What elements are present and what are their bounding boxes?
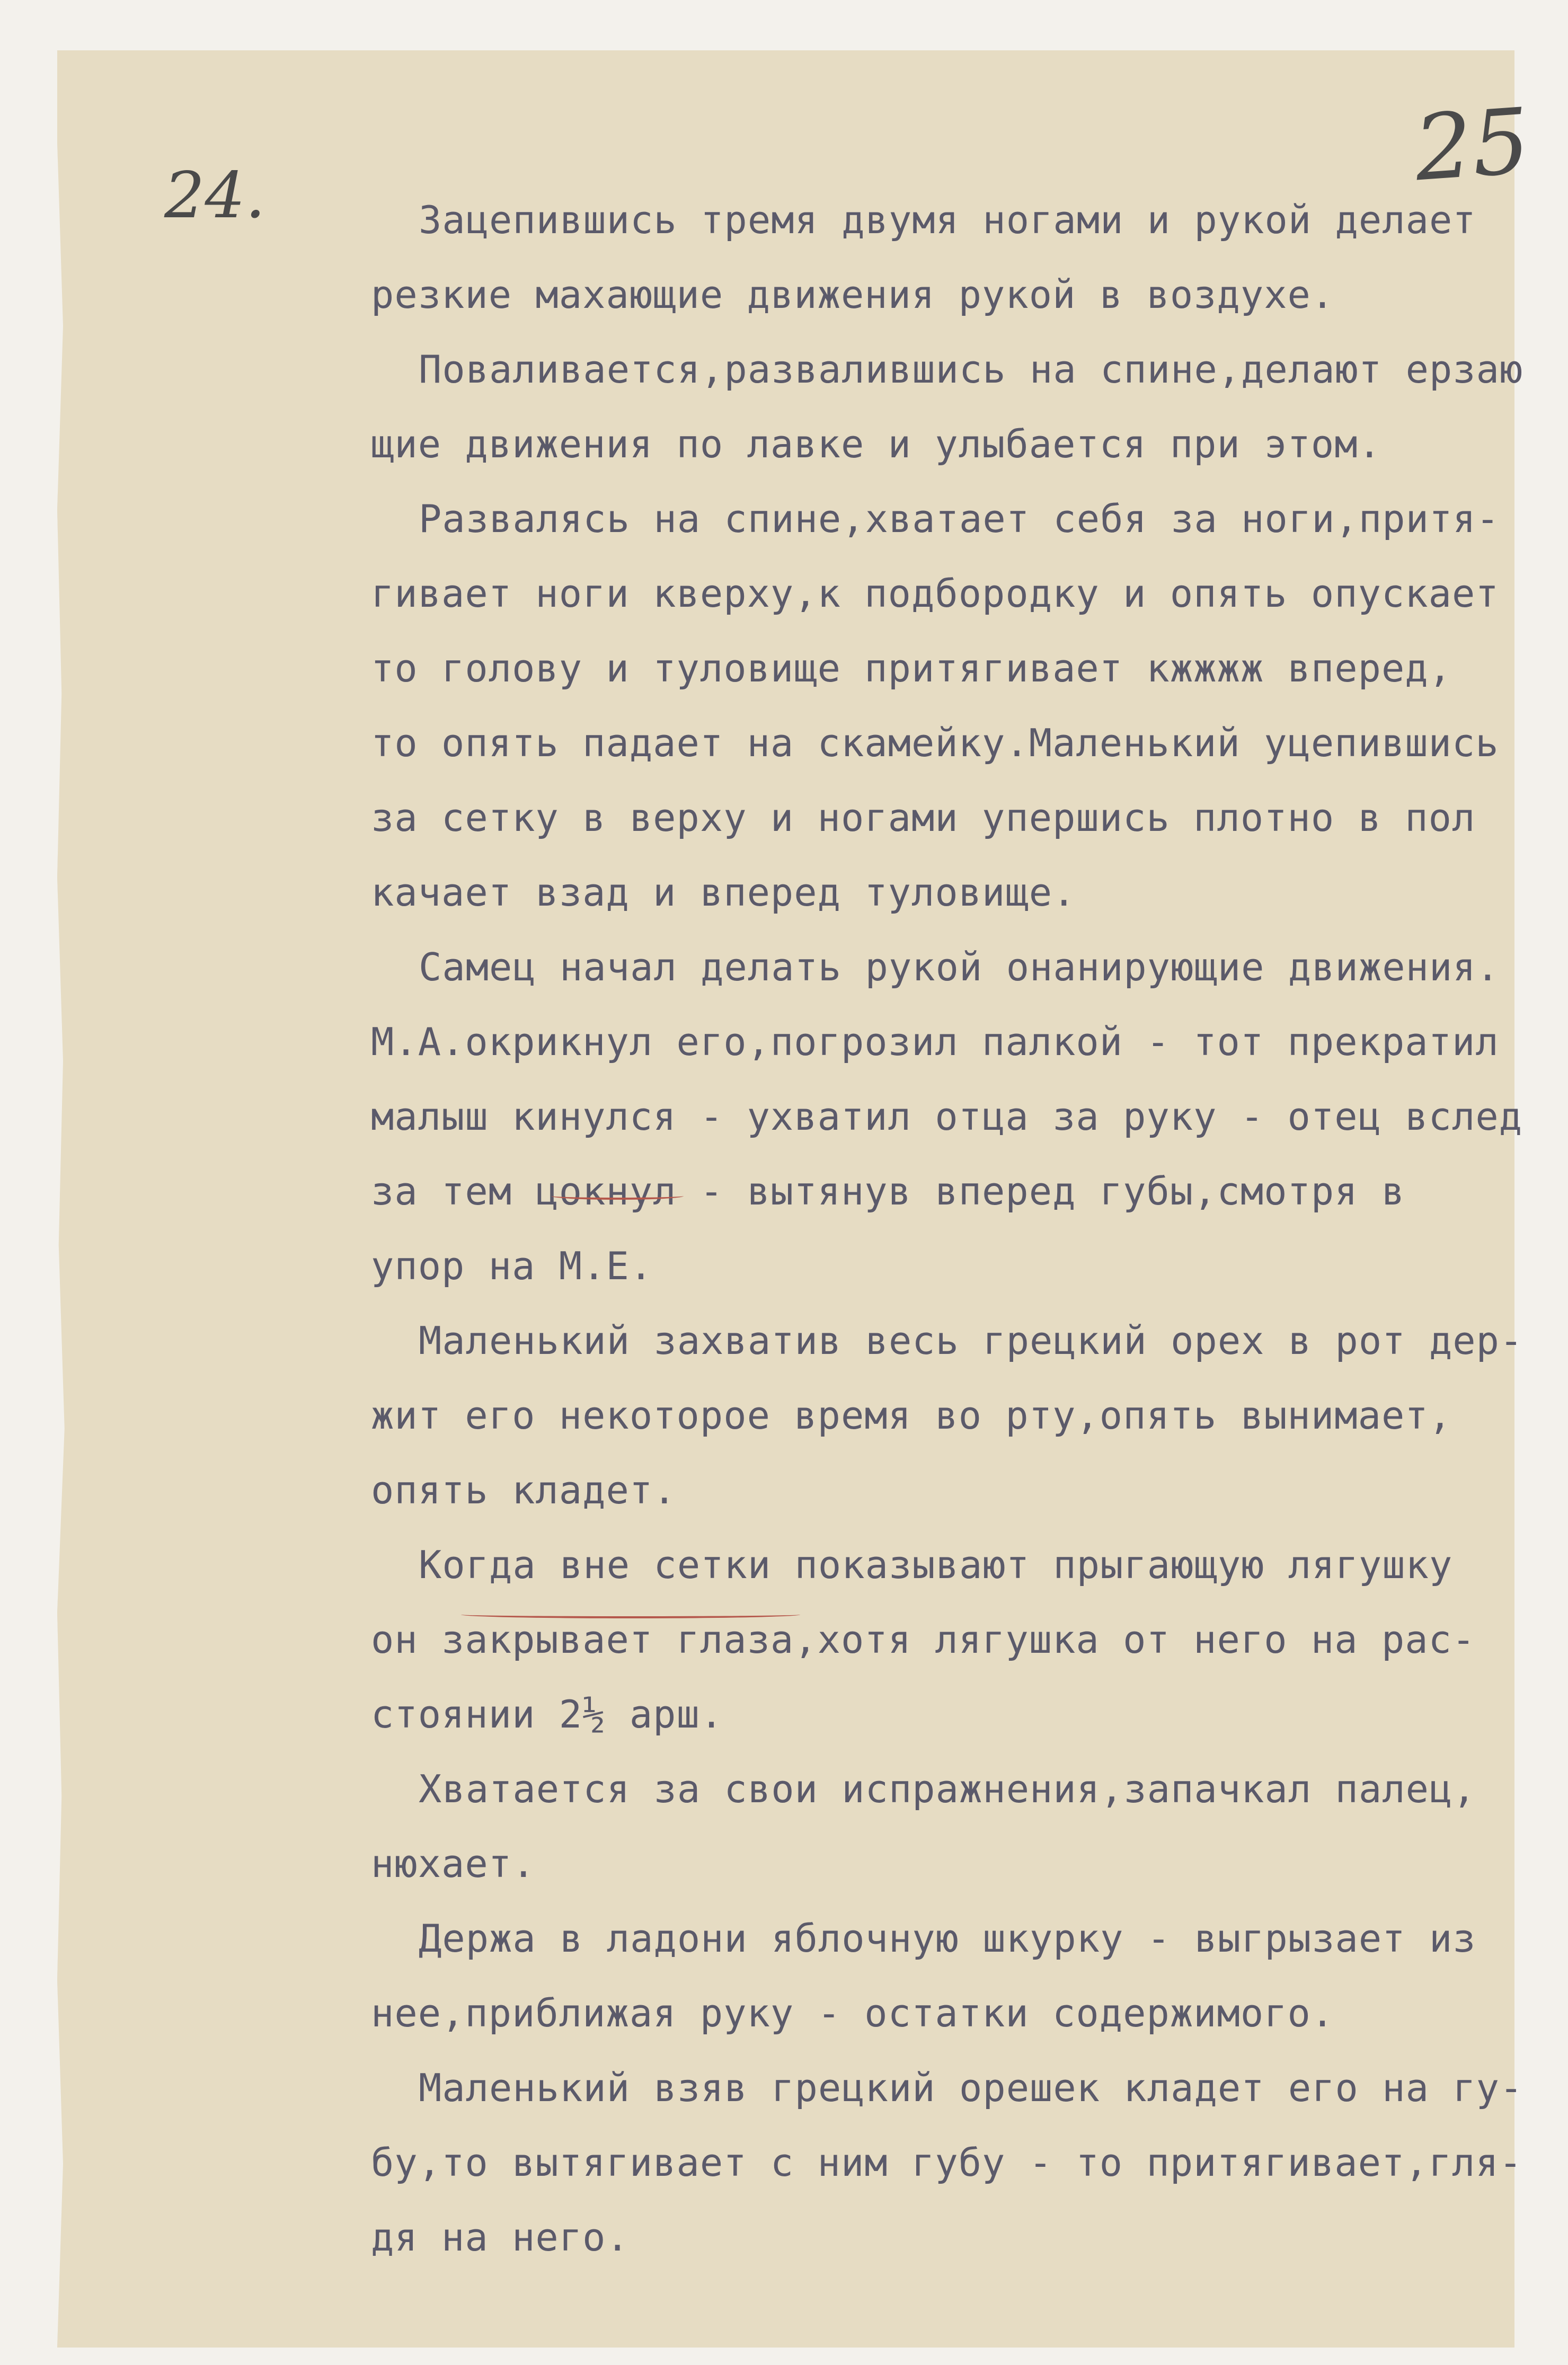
underline-mark-2: [461, 1611, 800, 1618]
text-line: нее,приближая руку - остатки содержимого.: [371, 1991, 1335, 2035]
text-line: М.А.окрикнул его,погрозил палкой - тот прекратил: [371, 1020, 1499, 1064]
text-line: малыш кинулся - ухватил отца за руку - отец вслед: [371, 1094, 1523, 1139]
text-line: Развалясь на спине,хватает себя за ноги,притя-: [419, 497, 1500, 541]
text-line: жит его некоторое время во рту,опять вынимает,: [371, 1393, 1452, 1438]
text-line: бу,то вытягивает с ним губу - то притягивает,гля-: [371, 2140, 1523, 2185]
text-line: опять кладет.: [371, 1468, 677, 1512]
text-line: Когда вне сетки показывают прыгающую лягушку: [419, 1543, 1453, 1587]
page-number-left: 24.: [164, 159, 265, 233]
text-line: то голову и туловище притягивает кжжжж вперед,: [371, 646, 1452, 690]
text-line: Зацепившись тремя двумя ногами и рукой делает: [419, 198, 1476, 242]
text-line: нюхает.: [371, 1841, 536, 1886]
page-number-right: 25: [1411, 88, 1533, 202]
text-line: резкие махающие движения рукой в воздухе.: [371, 272, 1335, 317]
underline-mark-1: [551, 1192, 684, 1200]
text-line: то опять падает на скамейку.Маленький уцепившись: [371, 721, 1499, 765]
typed-text-body: [371, 183, 1526, 2275]
text-line: Хватается за свои испражнения,запачкал палец,: [419, 1767, 1476, 1811]
text-line: упор на М.Е.: [371, 1244, 653, 1288]
text-line: Маленький взяв грецкий орешек кладет его на гу-: [419, 2066, 1523, 2110]
text-line: стоянии 2½ арш.: [371, 1692, 724, 1737]
text-line: гивает ноги кверху,к подбородку и опять опускает: [371, 571, 1499, 616]
text-line: за сетку в верху и ногами упершись плотно в пол: [371, 795, 1476, 840]
text-line: дя на него.: [371, 2215, 630, 2260]
text-line: за тем цокнул - вытянув вперед губы,смотря в: [371, 1169, 1405, 1213]
text-line: качает взад и вперед туловище.: [371, 870, 1076, 915]
text-line: щие движения по лавке и улыбается при этом.: [371, 422, 1381, 466]
text-line: Держа в ладони яблочную шкурку - выгрызает из: [419, 1916, 1476, 1961]
text-line: Маленький захватив весь грецкий орех в рот дер-: [419, 1318, 1523, 1363]
text-line: он закрывает глаза,хотя лягушка от него на рас-: [371, 1617, 1476, 1662]
text-line: Поваливается,развалившись на спине,делают ерзаю: [419, 347, 1523, 392]
text-line: Самец начал делать рукой онанирующие движения.: [419, 945, 1500, 989]
